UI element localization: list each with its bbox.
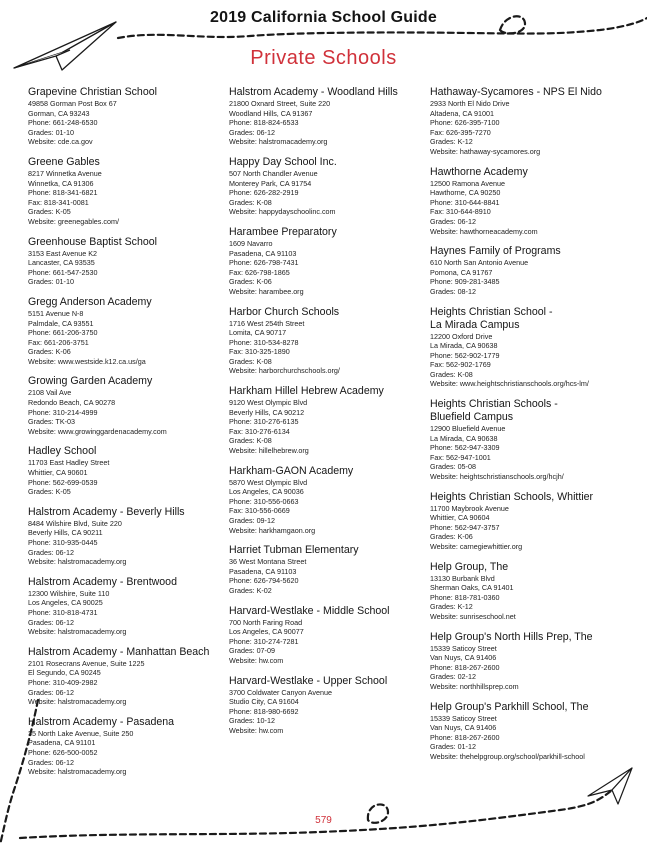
school-name: Hawthorne Academy [430, 165, 528, 178]
school-detail-line: Altadena, CA 91001 [430, 108, 494, 118]
school-detail-line: Grades: 09-12 [229, 516, 275, 525]
guide-header: 2019 California School Guide [210, 9, 437, 26]
school-detail-line: Phone: 310-214-4999 [28, 407, 98, 417]
school-detail-line: 3153 East Avenue K2 [28, 248, 98, 258]
school-detail-line: Grades: K-02 [229, 585, 272, 595]
school-name: Happy Day School Inc. [229, 155, 337, 168]
school-column-2 [229, 86, 429, 745]
school-detail-line: Studio City, CA 91604 [229, 697, 299, 707]
school-entry [430, 491, 630, 552]
school-name: Harvard-Westlake - Upper School [229, 674, 388, 687]
school-name: Harriet Tubman Elementary [229, 544, 359, 557]
school-detail-line: 8484 Wilshire Blvd, Suite 220 [28, 518, 122, 528]
school-entry [229, 605, 429, 666]
school-name: Harkham-GAON Academy [229, 464, 354, 477]
school-detail-line: Website: www.growinggardenacademy.com [28, 426, 167, 436]
school-detail-line: Website: halstromacademy.org [28, 557, 127, 567]
school-detail-line: Fax: 310-325-1890 [229, 347, 290, 357]
school-detail-line: 2108 Vail Ave [28, 388, 72, 398]
school-detail-line: 36 West Montana Street [229, 557, 307, 567]
school-name: Halstrom Academy - Pasadena [28, 715, 175, 728]
school-detail-line: Grades: K-12 [430, 137, 473, 147]
school-detail-line: Phone: 626-282-2919 [229, 188, 299, 198]
school-name: Help Group's Parkhill School, The [430, 700, 589, 713]
school-entry [28, 296, 228, 367]
school-name: Help Group's North Hills Prep, The [430, 630, 593, 643]
school-name: Harambee Preparatory [229, 225, 337, 238]
school-entry [229, 675, 429, 736]
school-detail-line: Website: hillelhebrew.org [229, 446, 309, 456]
school-detail-line: Phone: 909-281-3485 [430, 277, 500, 287]
school-detail-line: Pasadena, CA 91103 [229, 566, 297, 576]
school-entry [229, 544, 429, 595]
school-detail-line: Grades: 06-12 [430, 216, 476, 226]
school-name: Heights Christian School - La Mirada Campus [430, 305, 553, 331]
school-detail-line: Grades: 06-12 [28, 617, 74, 627]
school-detail-line: Phone: 310-276-6135 [229, 417, 299, 427]
school-detail-line: Hawthorne, CA 90250 [430, 188, 501, 198]
school-detail-line: Grades: K-05 [28, 207, 71, 217]
school-entry [28, 716, 228, 777]
school-column-1 [28, 86, 228, 786]
school-detail-line: 700 North Faring Road [229, 617, 303, 627]
school-detail-line: Fax: 310-556-0669 [229, 506, 290, 516]
school-detail-line: La Mirada, CA 90638 [430, 433, 498, 443]
school-detail-line: 1716 West 254th Street [229, 318, 305, 328]
school-entry [430, 166, 630, 237]
school-detail-line: Phone: 310-644-8841 [430, 197, 500, 207]
school-entry [28, 576, 228, 637]
school-detail-line: Phone: 661-547-2530 [28, 267, 98, 277]
paper-plane-icon-small [588, 768, 632, 804]
school-detail-line: Woodland Hills, CA 91367 [229, 108, 313, 118]
school-detail-line: Phone: 310-274-7281 [229, 636, 299, 646]
school-detail-line: 507 North Chandler Avenue [229, 168, 318, 178]
school-detail-line: Phone: 562-902-1779 [430, 350, 500, 360]
school-detail-line: La Mirada, CA 90638 [430, 341, 498, 351]
school-name: Heights Christian Schools - Bluefield Campus [430, 398, 558, 424]
school-detail-line: Redondo Beach, CA 90278 [28, 398, 116, 408]
school-detail-line: Phone: 562-699-0539 [28, 477, 98, 487]
school-detail-line: Phone: 818-267-2600 [430, 732, 500, 742]
school-detail-line: Website: halstromacademy.org [28, 627, 127, 637]
school-detail-line: Grades: 01-12 [430, 742, 476, 752]
school-detail-line: 610 North San Antonio Avenue [430, 258, 529, 268]
school-detail-line: Phone: 626-794-5620 [229, 576, 299, 586]
school-detail-line: Website: heightschristianschools.org/hcjh/ [430, 472, 564, 482]
school-entry [430, 561, 630, 622]
school-detail-line: Website: halstromacademy.org [28, 767, 127, 777]
school-detail-line: Website: hw.com [229, 655, 284, 665]
school-entry [229, 306, 429, 377]
school-detail-line: Website: harambee.org [229, 286, 304, 296]
school-entry [28, 86, 228, 147]
school-detail-line: Grades: K-05 [28, 487, 71, 497]
school-detail-line: 12200 Oxford Drive [430, 331, 493, 341]
school-detail-line: Website: www.westside.k12.ca.us/ga [28, 356, 146, 366]
school-detail-line: 35 North Lake Avenue, Suite 250 [28, 728, 134, 738]
school-entry [28, 375, 228, 436]
school-detail-line: Website: carnegiewhittier.org [430, 542, 523, 551]
school-detail-line: Sherman Oaks, CA 91401 [430, 583, 514, 593]
school-detail-line: Grades: 05-08 [430, 462, 476, 472]
school-detail-line: 2933 North El Nido Drive [430, 99, 510, 108]
school-detail-line: Fax: 626-395-7270 [430, 127, 491, 137]
school-entry [28, 236, 228, 287]
school-detail-line: Phone: 661-248-6530 [28, 118, 98, 128]
school-name: Greenhouse Baptist School [28, 235, 157, 248]
school-detail-line: Grades: 06-12 [28, 757, 74, 767]
school-entry [430, 631, 630, 692]
school-detail-line: Grades: 02-12 [430, 672, 476, 682]
school-detail-line: Phone: 818-267-2600 [430, 662, 500, 672]
school-detail-line: Website: northhillsprep.com [430, 681, 519, 691]
school-detail-line: Website: happydayschoolinc.com [229, 207, 336, 217]
page-number: 579 [315, 815, 332, 826]
school-detail-line: Lomita, CA 90717 [229, 328, 287, 338]
school-detail-line: Los Angeles, CA 90077 [229, 627, 304, 637]
school-name: Halstrom Academy - Brentwood [28, 575, 177, 588]
school-detail-line: El Segundo, CA 90245 [28, 668, 101, 678]
school-detail-line: 15339 Saticoy Street [430, 713, 497, 723]
school-detail-line: Website: sunriseschool.net [430, 611, 516, 621]
school-detail-line: 15339 Saticoy Street [430, 643, 497, 653]
school-name: Harkham Hillel Hebrew Academy [229, 385, 384, 398]
school-detail-line: 12500 Ramona Avenue [430, 178, 505, 188]
school-detail-line: Phone: 310-409-2982 [28, 677, 98, 687]
school-name: Harbor Church Schools [229, 305, 340, 318]
school-entry [28, 506, 228, 567]
school-detail-line: Grades: K-12 [430, 602, 473, 612]
school-entry [229, 385, 429, 456]
school-detail-line: Grades: K-06 [229, 277, 272, 287]
school-detail-line: Whittier, CA 90601 [28, 468, 88, 478]
school-detail-line: Grades: 08-12 [430, 286, 476, 296]
school-detail-line: 49858 Gorman Post Box 67 [28, 99, 117, 108]
school-detail-line: Grades: 01-10 [28, 127, 74, 137]
school-detail-line: Los Angeles, CA 90036 [229, 487, 304, 497]
school-detail-line: Website: harborchurchschools.org/ [229, 366, 340, 376]
school-detail-line: Website: thehelpgroup.org/school/parkhill-school [430, 751, 585, 761]
school-name: Heights Christian Schools, Whittier [430, 490, 594, 503]
school-detail-line: Lancaster, CA 93535 [28, 258, 95, 268]
school-entry [28, 156, 228, 227]
school-detail-line: 5870 West Olympic Blvd [229, 477, 308, 487]
school-detail-line: Winnetka, CA 91306 [28, 178, 94, 188]
school-name: Help Group, The [430, 560, 509, 573]
school-name: Halstrom Academy - Beverly Hills [28, 505, 185, 518]
school-detail-line: Website: halstromacademy.org [229, 137, 328, 147]
school-detail-line: Phone: 562-947-3757 [430, 522, 500, 532]
school-detail-line: 3700 Coldwater Canyon Avenue [229, 687, 332, 697]
school-detail-line: Grades: K-06 [430, 532, 473, 542]
school-entry [430, 398, 630, 482]
school-detail-line: Van Nuys, CA 91406 [430, 723, 497, 733]
school-detail-line: Phone: 310-556-0663 [229, 496, 299, 506]
school-entry [229, 226, 429, 297]
school-detail-line: 21800 Oxnard Street, Suite 220 [229, 99, 331, 108]
school-detail-line: Monterey Park, CA 91754 [229, 178, 312, 188]
school-detail-line: Phone: 818-980-6692 [229, 706, 299, 716]
school-detail-line: 2101 Rosecrans Avenue, Suite 1225 [28, 658, 145, 668]
school-detail-line: Phone: 310-534-8278 [229, 337, 299, 347]
school-detail-line: Fax: 626-798-1865 [229, 267, 290, 277]
school-detail-line: 5151 Avenue N-8 [28, 308, 84, 318]
school-detail-line: 12300 Wilshire, Suite 110 [28, 588, 110, 598]
school-detail-line: Phone: 626-798-7431 [229, 258, 299, 268]
school-detail-line: Grades: K-08 [430, 369, 473, 379]
school-detail-line: 12900 Bluefield Avenue [430, 424, 506, 434]
school-detail-line: Pomona, CA 91767 [430, 267, 493, 277]
school-detail-line: 11700 Maybrook Avenue [430, 503, 509, 513]
school-detail-line: Grades: 07-09 [229, 646, 275, 656]
school-detail-line: Grades: 01-10 [28, 277, 74, 287]
school-entry [229, 465, 429, 536]
school-entry [430, 245, 630, 296]
school-name: Halstrom Academy - Woodland Hills [229, 86, 398, 98]
school-detail-line: Gorman, CA 93243 [28, 108, 90, 118]
school-detail-line: Phone: 818-824-6533 [229, 118, 299, 128]
school-name: Greene Gables [28, 155, 100, 168]
school-name: Grapevine Christian School [28, 86, 157, 98]
school-detail-line: Phone: 626-395-7100 [430, 118, 500, 128]
school-detail-line: 1609 Navarro [229, 238, 273, 248]
school-detail-line: Website: hathaway-sycamores.org [430, 146, 541, 156]
school-name: Growing Garden Academy [28, 375, 153, 388]
school-detail-line: 13130 Burbank Blvd [430, 573, 495, 583]
school-name: Hadley School [28, 445, 97, 458]
school-detail-line: Website: halstromacademy.org [28, 697, 127, 707]
school-detail-line: Grades: 06-12 [28, 547, 74, 557]
school-entry [28, 646, 228, 707]
school-detail-line: Fax: 661-206-3751 [28, 337, 89, 347]
school-name: Harvard-Westlake - Middle School [229, 604, 390, 617]
school-detail-line: Grades: K-08 [229, 436, 272, 446]
school-detail-line: Grades: 06-12 [28, 687, 74, 697]
school-detail-line: Fax: 310-276-6134 [229, 426, 290, 436]
school-detail-line: Phone: 661-206-3750 [28, 328, 98, 338]
school-detail-line: Beverly Hills, CA 90211 [28, 528, 103, 538]
school-entry [229, 156, 429, 217]
school-detail-line: Website: greenegables.com/ [28, 216, 119, 226]
school-detail-line: Van Nuys, CA 91406 [430, 653, 497, 663]
school-detail-line: Phone: 818-781-0360 [430, 592, 500, 602]
section-title: Private Schools [250, 47, 397, 69]
school-entry [430, 701, 630, 762]
school-detail-line: Grades: 10-12 [229, 716, 275, 726]
bottom-dashed-path [20, 790, 612, 838]
school-detail-line: 11703 East Hadley Street [28, 458, 110, 468]
school-detail-line: Whittier, CA 90604 [430, 513, 490, 523]
school-column-3 [430, 86, 630, 771]
school-detail-line: Website: hawthorneacademy.com [430, 226, 538, 236]
school-entry [430, 306, 630, 390]
school-entry [229, 86, 429, 147]
school-detail-line: Grades: K-08 [229, 356, 272, 366]
school-detail-line: Phone: 562-947-3309 [430, 443, 500, 453]
school-detail-line: Grades: 06-12 [229, 127, 275, 137]
school-detail-line: Phone: 818-341-6821 [28, 188, 98, 198]
school-detail-line: Website: hw.com [229, 725, 284, 735]
school-detail-line: Phone: 310-935-0445 [28, 538, 98, 547]
school-detail-line: Grades: K-06 [28, 347, 71, 357]
school-detail-line: Palmdale, CA 93551 [28, 318, 94, 328]
school-detail-line: Phone: 310-818-4731 [28, 607, 98, 617]
school-detail-line: Los Angeles, CA 90025 [28, 598, 103, 608]
school-detail-line: Grades: K-08 [229, 197, 272, 207]
school-detail-line: Fax: 310-644-8910 [430, 207, 491, 217]
school-detail-line: Fax: 562-947-1001 [430, 452, 491, 462]
school-detail-line: 8217 Winnetka Avenue [28, 168, 102, 178]
school-detail-line: 9120 West Olympic Blvd [229, 398, 308, 408]
school-detail-line: Beverly Hills, CA 90212 [229, 407, 305, 417]
school-detail-line: Pasadena, CA 91101 [28, 738, 96, 748]
school-detail-line: Website: harkhamgaon.org [229, 525, 316, 535]
school-detail-line: Phone: 626-500-0052 [28, 747, 98, 757]
school-entry [430, 86, 630, 157]
school-detail-line: Fax: 562-902-1769 [430, 360, 491, 370]
school-name: Haynes Family of Programs [430, 245, 561, 258]
school-detail-line: Website: cde.ca.gov [28, 137, 93, 147]
school-detail-line: Website: www.heightschristianschools.org/hcs-lm/ [430, 379, 589, 389]
school-detail-line: Fax: 818-341-0081 [28, 197, 89, 207]
school-name: Halstrom Academy - Manhattan Beach [28, 645, 210, 658]
school-name: Gregg Anderson Academy [28, 295, 152, 308]
school-name: Hathaway-Sycamores - NPS El Nido [430, 86, 602, 98]
school-entry [28, 445, 228, 496]
school-detail-line: Pasadena, CA 91103 [229, 248, 297, 258]
school-detail-line: Grades: TK-03 [28, 417, 76, 427]
